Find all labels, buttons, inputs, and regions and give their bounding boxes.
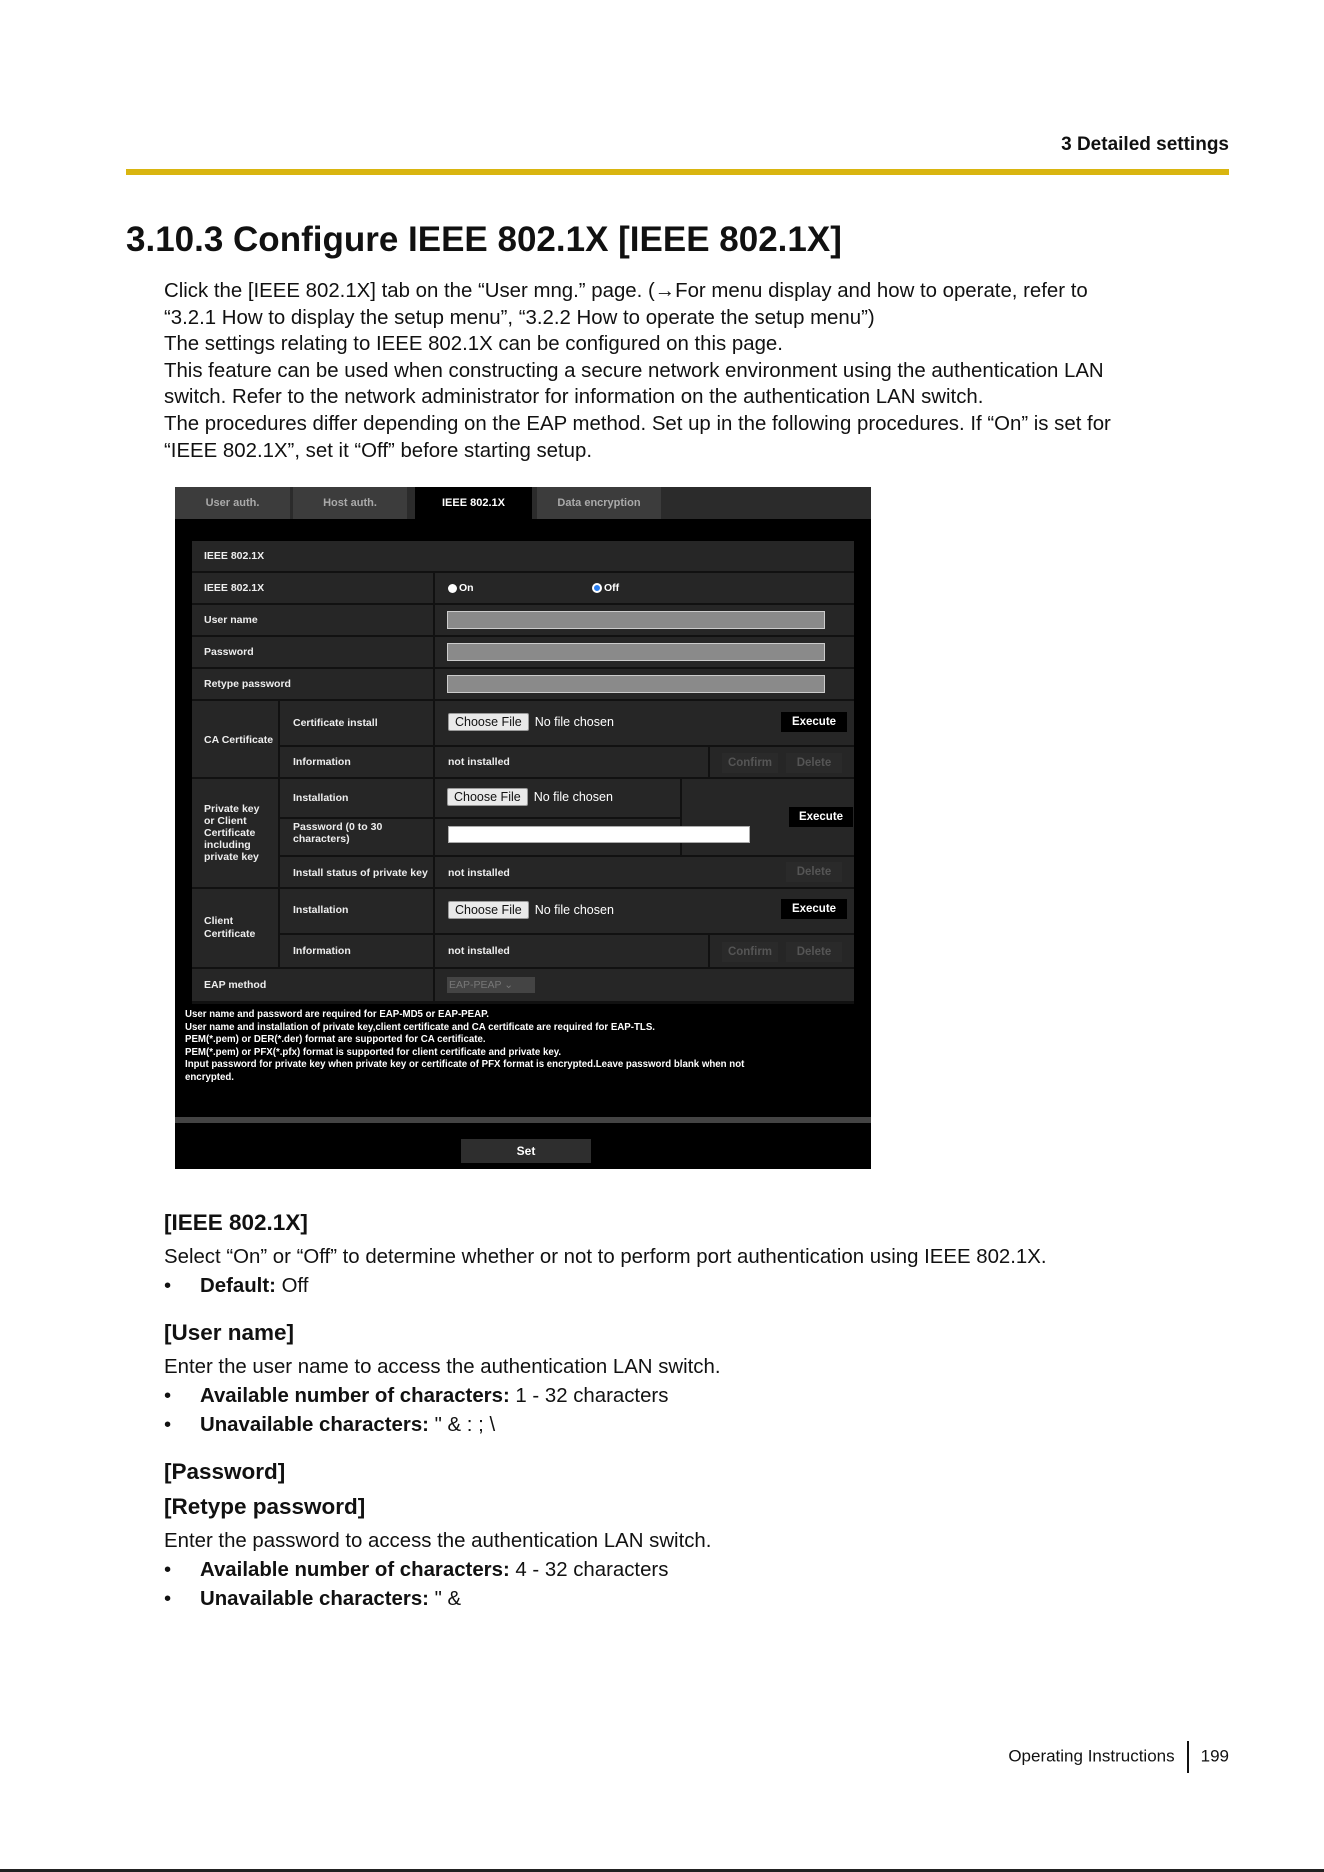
- intro-line: The settings relating to IEEE 802.1X can be configured on this page.: [164, 333, 783, 356]
- tab-host-auth[interactable]: Host auth.: [293, 487, 407, 519]
- note-line: PEM(*.pem) or PFX(*.pfx) format is supported for client certificate and private key.: [185, 1046, 562, 1058]
- no-file-text: No file chosen: [534, 715, 614, 729]
- ca-certificate-group: [192, 701, 854, 777]
- divider: [433, 637, 435, 667]
- eap-method-label: EAP method: [204, 979, 267, 991]
- ieee-row: [192, 573, 854, 603]
- divider: [433, 969, 435, 1001]
- divider: [433, 605, 435, 635]
- username-heading: [User name]: [164, 1320, 295, 1345]
- eap-method-row: [192, 969, 854, 1001]
- username-description: Enter the user name to access the authentication LAN switch.: [164, 1356, 721, 1378]
- intro-line: switch. Refer to the network administrator for information on the authentication LAN switch.: [164, 386, 984, 409]
- unavailable-label: Unavailable characters:: [200, 1414, 429, 1436]
- radio-off-icon: [592, 583, 602, 593]
- unavailable-value: " &: [428, 1588, 462, 1610]
- username-input[interactable]: [447, 611, 825, 629]
- radio-on[interactable]: [448, 582, 474, 594]
- divider: [278, 701, 280, 777]
- password-available: [164, 1559, 668, 1582]
- install-status-label: Install status of private key: [293, 867, 428, 879]
- username-available: [164, 1385, 668, 1408]
- password-label: Password: [204, 646, 254, 658]
- chevron-down-icon: ⌄: [504, 979, 514, 991]
- ca-delete-button[interactable]: Delete: [786, 753, 842, 773]
- available-label: Available number of characters:: [200, 1559, 510, 1581]
- ieee-default: [164, 1275, 308, 1298]
- private-key-password-label: Password (0 to 30 characters): [293, 821, 383, 845]
- radio-on-icon: [448, 584, 457, 593]
- installation-label: Installation: [293, 904, 349, 916]
- bullet-icon: •: [164, 1275, 172, 1297]
- username-row: [192, 605, 854, 635]
- unavailable-label: Unavailable characters:: [200, 1588, 429, 1610]
- password-unavailable: [164, 1588, 461, 1611]
- divider: [278, 889, 280, 967]
- choose-file-button[interactable]: Choose File: [448, 713, 529, 731]
- divider: [433, 573, 435, 603]
- available-label: Available number of characters:: [200, 1385, 510, 1407]
- no-file-text: No file chosen: [533, 790, 613, 804]
- installation-label: Installation: [293, 792, 349, 804]
- footer-label: Operating Instructions: [1008, 1746, 1175, 1766]
- header-rule: [126, 169, 1229, 175]
- password-row: [192, 637, 854, 667]
- divider: [433, 889, 435, 967]
- username-label: User name: [204, 614, 258, 626]
- client-confirm-button[interactable]: Confirm: [722, 942, 778, 962]
- retype-password-label: Retype password: [204, 678, 291, 690]
- client-cert-status: not installed: [448, 945, 510, 957]
- note-line: User name and installation of private key,client certificate and CA certificate are required for EAP-TLS.: [185, 1021, 655, 1033]
- username-unavailable: [164, 1414, 495, 1437]
- page-footer: [1008, 1741, 1229, 1773]
- default-value: Off: [275, 1275, 309, 1297]
- ca-status: not installed: [448, 756, 510, 768]
- settings-panel: [192, 541, 854, 1004]
- default-label: Default:: [200, 1275, 276, 1297]
- row-divider: [280, 817, 680, 819]
- ca-confirm-button[interactable]: Confirm: [722, 753, 778, 773]
- row-divider: [280, 745, 854, 747]
- ieee-label: IEEE 802.1X: [204, 582, 265, 594]
- divider: [433, 669, 435, 699]
- choose-file-button[interactable]: Choose File: [448, 901, 529, 919]
- page-title: 3.10.3 Configure IEEE 802.1X [IEEE 802.1X]: [126, 220, 842, 259]
- notes: [185, 1009, 865, 1085]
- private-key-group: [192, 779, 854, 887]
- row-divider: [280, 855, 854, 857]
- bullet-icon: •: [164, 1559, 172, 1581]
- private-key-status: not installed: [448, 867, 510, 879]
- information-label: Information: [293, 945, 351, 957]
- client-certificate-label: Client Certificate: [204, 915, 256, 940]
- retype-password-row: [192, 669, 854, 699]
- radio-off[interactable]: [592, 582, 619, 594]
- divider: [680, 779, 682, 855]
- private-key-delete-button[interactable]: Delete: [786, 862, 842, 882]
- eap-method-value: EAP-PEAP: [449, 979, 502, 991]
- page-number: 199: [1200, 1746, 1229, 1766]
- private-key-execute-button[interactable]: Execute: [789, 807, 853, 827]
- ieee-heading: [IEEE 802.1X]: [164, 1210, 308, 1235]
- divider: [708, 747, 710, 777]
- ieee-description: Select “On” or “Off” to determine whether or not to perform port authentication using IEEE 802.1X.: [164, 1246, 1047, 1268]
- note-line: encrypted.: [185, 1071, 234, 1083]
- password-description: Enter the password to access the authentication LAN switch.: [164, 1530, 712, 1552]
- certificate-install-label: Certificate install: [293, 717, 378, 729]
- available-value: 1 - 32 characters: [509, 1385, 669, 1407]
- client-delete-button[interactable]: Delete: [786, 942, 842, 962]
- retype-password-input[interactable]: [447, 675, 825, 693]
- no-file-text: No file chosen: [534, 903, 614, 917]
- section-title: IEEE 802.1X: [204, 550, 265, 562]
- bullet-icon: •: [164, 1385, 172, 1407]
- private-key-file-picker[interactable]: [447, 788, 613, 806]
- client-execute-button[interactable]: Execute: [781, 899, 847, 919]
- intro-line: “IEEE 802.1X”, set it “Off” before starting setup.: [164, 439, 593, 462]
- intro-text: [164, 278, 1214, 464]
- client-certificate-group: [192, 889, 854, 967]
- retype-password-heading: [Retype password]: [164, 1494, 366, 1519]
- tab-data-encryption[interactable]: Data encryption: [537, 487, 661, 519]
- footer-separator: [1187, 1741, 1189, 1773]
- intro-line: This feature can be used when constructing a secure network environment using the authentication LAN: [164, 359, 1104, 382]
- ca-execute-button[interactable]: Execute: [781, 712, 847, 732]
- ca-file-picker[interactable]: [448, 713, 614, 731]
- set-button[interactable]: Set: [461, 1139, 591, 1163]
- tab-ieee-8021x[interactable]: IEEE 802.1X: [415, 487, 532, 519]
- intro-line: “3.2.1 How to display the setup menu”, “3.2.2 How to operate the setup menu”): [164, 306, 875, 329]
- note-line: User name and password are required for EAP-MD5 or EAP-PEAP.: [185, 1009, 489, 1020]
- information-label: Information: [293, 756, 351, 768]
- bullet-icon: •: [164, 1588, 172, 1610]
- available-value: 4 - 32 characters: [509, 1559, 669, 1581]
- radio-on-label: On: [459, 582, 474, 594]
- divider: [278, 779, 280, 887]
- section-header: 3 Detailed settings: [1061, 134, 1229, 155]
- ca-certificate-label: CA Certificate: [204, 734, 274, 746]
- divider: [708, 935, 710, 967]
- intro-line: Click the [IEEE 802.1X] tab on the “User mng.” page. (→For menu display and how to operate, refer to: [164, 280, 1088, 302]
- eap-method-select[interactable]: [447, 977, 535, 993]
- private-key-label: Private key or Client Certificate including private key: [204, 803, 260, 863]
- section-title-row: [192, 541, 854, 571]
- divider: [175, 1117, 871, 1123]
- password-heading: [Password]: [164, 1459, 286, 1484]
- intro-line: The procedures differ depending on the EAP method. Set up in the following procedures. If “On” is set for: [164, 412, 1111, 435]
- divider: [433, 779, 435, 887]
- radio-off-label: Off: [604, 582, 620, 594]
- note-line: Input password for private key when private key or certificate of PFX format is encrypted.Leave password blank when not: [185, 1059, 745, 1071]
- row-divider: [280, 933, 854, 935]
- password-input[interactable]: [447, 643, 825, 661]
- choose-file-button[interactable]: Choose File: [447, 788, 528, 806]
- unavailable-value: " & : ; \: [428, 1414, 496, 1436]
- tab-bar: [175, 487, 871, 519]
- divider: [433, 701, 435, 777]
- tab-user-auth[interactable]: User auth.: [175, 487, 290, 519]
- client-cert-file-picker[interactable]: [448, 901, 614, 919]
- settings-screenshot: [175, 487, 871, 1169]
- bullet-icon: •: [164, 1414, 172, 1436]
- note-line: PEM(*.pem) or DER(*.der) format are supported for CA certificate.: [185, 1034, 486, 1046]
- private-key-password-input[interactable]: [448, 826, 750, 843]
